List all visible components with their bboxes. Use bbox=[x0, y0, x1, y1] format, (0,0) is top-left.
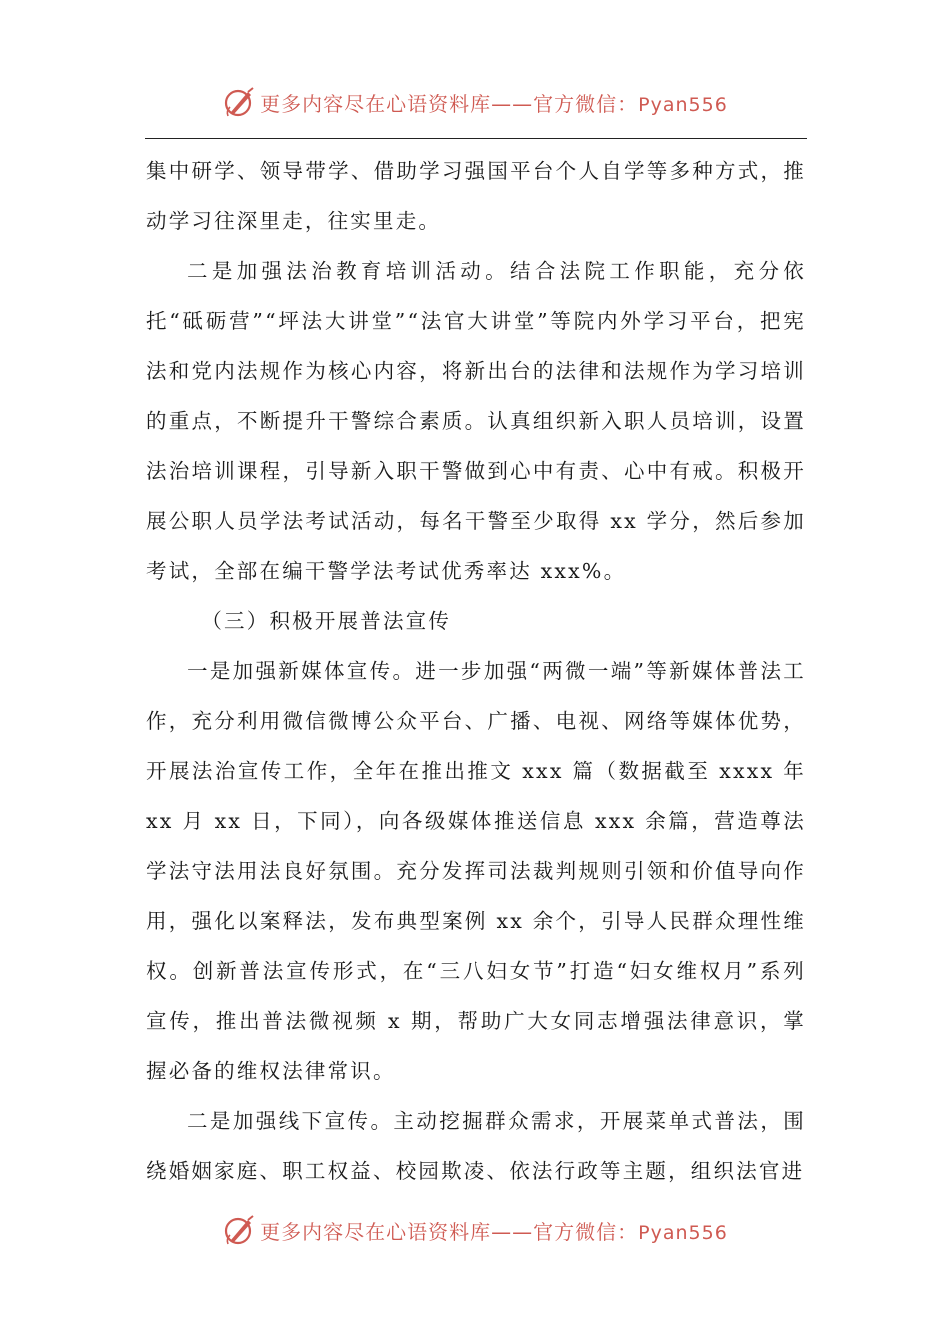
paragraph-legal-training: 二是加强法治教育培训活动。结合法院工作职能，充分依托“砥砺营”“坪法大讲堂”“法官大讲堂”等院内外学习平台，把宪法和党内法规作为核心内容，将新出台的法律和法规作为学习培训的重点，不断提升干警综合素质。认真组织新入职人员培训，设置法治培训课程，引导新入职干警做到心中有责、心中有戒。积极开展公职人员学法考试活动，每名干警至少取得 xx 学分，然后参加考试，全部在编干警学法考试优秀率达 xxx%。 bbox=[146, 259, 806, 583]
paragraph-continued: 集中研学、领导带学、借助学习强国平台个人自学等多种方式，推动学习往深里走，往实里走。 bbox=[146, 159, 806, 233]
footer-banner bbox=[0, 1210, 950, 1250]
header-wechat-id: Pyan556 bbox=[638, 93, 728, 116]
footer-site-text: 更多内容尽在心语资料库 bbox=[260, 1219, 492, 1244]
header-separator: —— bbox=[491, 91, 534, 116]
quill-pen-logo bbox=[222, 85, 256, 119]
section-heading-3: （三）积极开展普法宣传 bbox=[201, 609, 452, 633]
footer-wechat-id: Pyan556 bbox=[638, 1221, 728, 1244]
footer-wechat-label: 官方微信： bbox=[533, 1219, 639, 1244]
footer-separator: —— bbox=[491, 1219, 534, 1244]
document-body bbox=[146, 146, 806, 1196]
header-wechat-label: 官方微信： bbox=[533, 91, 639, 116]
header-site-text: 更多内容尽在心语资料库 bbox=[260, 91, 492, 116]
header-divider bbox=[145, 138, 807, 139]
paragraph-offline: 二是加强线下宣传。主动挖掘群众需求，开展菜单式普法，围绕婚姻家庭、职工权益、校园欺凌、依法行政等主题，组织法官进 bbox=[146, 1109, 806, 1183]
paragraph-new-media: 一是加强新媒体宣传。进一步加强“两微一端”等新媒体普法工作，充分利用微信微博公众平台、广播、电视、网络等媒体优势，开展法治宣传工作，全年在推出推文 xxx 篇（数据截至 xxxx 年 xx 月 xx 日，下同），向各级媒体推送信息 xxx 余篇，营造尊法学法守法用法良好氛围。充分发挥司法裁判规则引领和价值导向作用，强化以案释法，发布典型案例 xx 余个，引导人民群众理性维权。创新普法宣传形式，在“三八妇女节”打造“妇女维权月”系列宣传，推出普法微视频 x 期，帮助广大女同志增强法律意识，掌握必备的维权法律常识。 bbox=[146, 659, 806, 1083]
header-banner bbox=[0, 82, 950, 122]
footer-text bbox=[260, 1216, 728, 1245]
quill-pen-logo bbox=[222, 1213, 256, 1247]
header-text bbox=[260, 88, 728, 117]
